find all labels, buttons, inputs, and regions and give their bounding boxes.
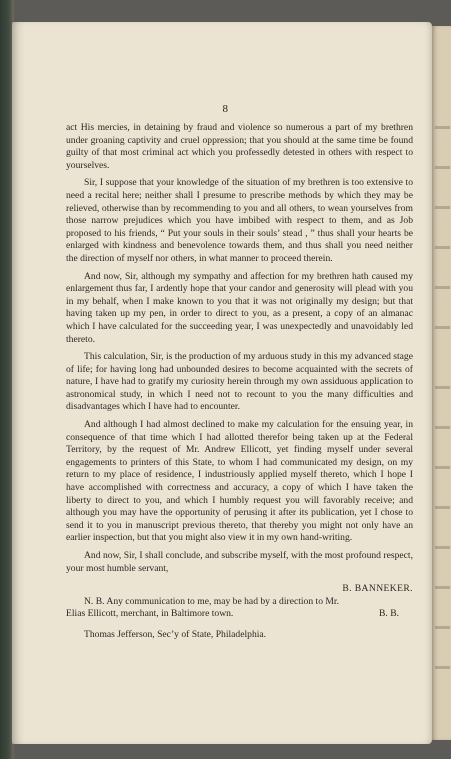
paragraph: This calculation, Sir, is the production of my arduous study in this my advanced stage of life; for having long had unbounded desires to become acquainted with the secrets of nature, I have had to gratify my curiosity herein through my own assiduous application to astronomical study, in which I need not to recount to you the many difficulties and disadvantages which I have had to encounter. — [66, 351, 413, 413]
postscript-line: Elias Ellicott, merchant, in Baltimore town. — [66, 608, 234, 620]
postscript-line: N. B. Any communication to me, may be had by a direction to Mr. — [84, 595, 339, 607]
signature: B. BANNEKER. — [342, 583, 413, 595]
facing-page-edge — [432, 26, 451, 740]
postscript-row — [66, 608, 413, 621]
paragraph: And now, Sir, although my sympathy and affection for my brethren hath caused my enlargement thus far, I ardently hope that your candor and generosity will plead with you in my behalf, when I make known to you that it was not originally my design; but that having taken up my pen, in order to direct to you, as a present, a copy of an almanac which I have calculated for the succeeding year, I was unexpectedly and unavoidably led thereto. — [66, 270, 413, 345]
paragraph: act His mercies, in detaining by fraud and violence so numerous a part of my brethren under groaning captivity and cruel oppression; that you should at the same time be found guilty of that most criminal act which you professedly detested in others with respect to yourselves. — [66, 122, 413, 171]
closing-paragraph: And now, Sir, I shall conclude, and subscribe myself, with the most profound respect, your most humble servant, — [66, 550, 413, 574]
addressee: Thomas Jefferson, Sec’y of State, Philadelphia. — [84, 628, 267, 640]
letter-body — [66, 122, 413, 642]
postscript-initials: B. B. — [379, 608, 399, 620]
paragraph: Sir, I suppose that your knowledge of the situation of my brethren is too extensive to need a recital here; neither shall I presume to prescribe methods by which they may be relieved, otherwise than by recommending to you and all others, to wean yourselves from those narrow prejudices which you have imbibed with respect to them, and as Job proposed to his friends, “ Put your souls in their souls’ stead , ” thus shall your hearts be enlarged with kindness and benevolence towards them, and thus shall you need neither the direction of myself nor others, in what manner to proceed therein. — [66, 177, 413, 264]
page-number: 8 — [222, 103, 229, 115]
paragraph: And although I had almost declined to make my calculation for the ensuing year, in consequence of that time which I had allotted therefor being taken up at the Federal Territory, by the request of Mr. Andrew Ellicott, yet finding myself under several engagements to printers of this State, to whom I had communicated my design, on my return to my place of residence, I industriously applied myself thereto, which I hope I have accomplished with correctness and accuracy, a copy of which I have taken the liberty to direct to you, and which I humbly request you will favorably receive; and although you may have the opportunity of perusing it after its publication, yet I chose to send it to you in manuscript previous thereto, that thereby you might not only have an earlier inspection, but that you might also view it in my own hand-writing. — [66, 419, 413, 544]
